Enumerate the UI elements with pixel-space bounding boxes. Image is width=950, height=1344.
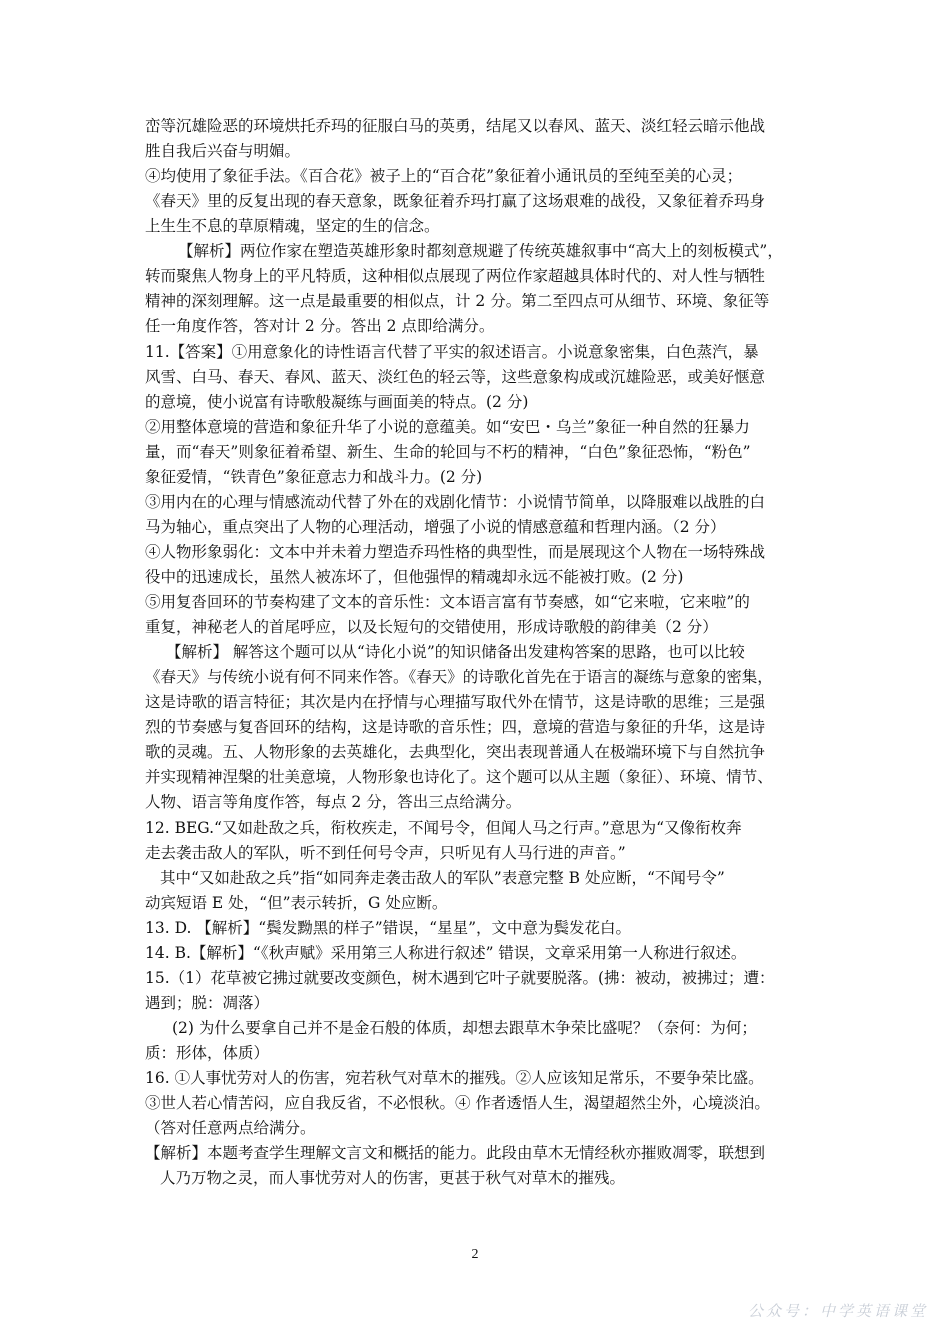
text-line: 转而聚焦人物身上的平凡特质，这种相似点展现了两位作家超越具体时代的、对人性与牺牲 (145, 267, 766, 285)
text-line: 动宾短语 E 处，“但”表示转折，G 处应断。 (145, 894, 448, 912)
text-line: 精神的深刻理解。这一点是最重要的相似点，计 2 分。第二至四点可从细节、环境、象征等 (145, 292, 770, 310)
text-line: 其中“又如赴敌之兵”指“如同奔走袭击敌人的军队”表意完整 B 处应断，“不闻号令” (160, 869, 725, 887)
text-line: 烈的节奏感与复沓回环的结构，这是诗歌的音乐性；四，意境的营造与象征的升华，这是诗 (145, 718, 766, 736)
text-line: 上生生不息的草原精魂，坚定的生的信念。 (145, 217, 440, 235)
text-line: 峦等沉雄险恶的环境烘托乔玛的征服白马的英勇，结尾又以春风、蓝天、淡红轻云暗示他战 (145, 117, 766, 135)
watermark: 公众号：中学英语课堂 (747, 1302, 928, 1320)
text-line: 《春天》里的反复出现的春天意象，既象征着乔玛打赢了这场艰难的战役，又象征着乔玛身 (145, 192, 766, 210)
text-line: 【解析】本题考查学生理解文言文和概括的能力。此段由草木无情经秋亦摧败凋零，联想到 (145, 1144, 766, 1162)
text-line: 风雪、白马、春天、春风、蓝天、淡红色的轻云等，这些意象构成或沉雄险恶，或美好惬意 (145, 368, 766, 386)
text-line: 这是诗歌的语言特征；其次是内在抒情与心理描写取代外在情节，这是诗歌的思维；三是强 (145, 693, 766, 711)
text-line: 13. D. 【解析】“鬓发黝黑的样子”错误，“星星”，文中意为鬓发花白。 (145, 919, 632, 937)
text-line: 人物、语言等角度作答，每点 2 分，答出三点给满分。 (145, 793, 522, 811)
text-line: 《春天》与传统小说有何不同来作答。《春天》的诗歌化首先在于语言的凝练与意象的密集， (145, 668, 773, 686)
text-line: 12. BEG.“又如赴敌之兵，衔枚疾走，不闻号令，但闻人马之行声。”意思为“又像衔枚奔 (145, 819, 742, 837)
text-line: 14. B.【解析】“《秋声赋》采用第三人称进行叙述” 错误，文章采用第一人称进行叙述。 (145, 944, 747, 962)
text-line: 15.（1）花草被它拂过就要改变颜色，树木遇到它叶子就要脱落。(拂：被动，被拂过；遭： (145, 969, 775, 987)
text-line: ③用内在的心理与情感流动代替了外在的戏剧化情节：小说情节简单，以降服难以战胜的白 (145, 493, 766, 511)
text-line: 任一角度作答，答对计 2 分。答出 2 点即给满分。 (145, 317, 495, 335)
text-line: ②用整体意境的营造和象征升华了小说的意蕴美。如“安巴・乌兰”象征一种自然的狂暴力 (145, 418, 750, 436)
text-line: 遇到；脱：凋落） (145, 994, 270, 1012)
page-number: 2 (471, 1247, 479, 1262)
text-line: 象征爱情，“铁青色”象征意志力和战斗力。(2 分) (145, 468, 483, 486)
text-line: 走去袭击敌人的军队，听不到任何号令声，只听见有人马行进的声音。” (145, 844, 626, 862)
text-line: ③世人若心情苦闷，应自我反省，不必恨秋。④ 作者透悟人生，渴望超然尘外，心境淡泊。 (145, 1094, 770, 1112)
text-line: 【解析】 解答这个题可以从“诗化小说”的知识储备出发建构答案的思路，也可以比较 (166, 643, 745, 661)
text-line: 【解析】两位作家在塑造英雄形象时都刻意规避了传统英雄叙事中“高大上的刻板模式”， (178, 242, 783, 260)
text-line: 11.【答案】①用意象化的诗性语言代替了平实的叙述语言。小说意象密集，白色蒸汽，暴 (145, 343, 759, 361)
text-line: 马为轴心，重点突出了人物的心理活动，增强了小说的情感意蕴和哲理内涵。（2 分） (145, 518, 726, 536)
text-line: (2) 为什么要拿自己并不是金石般的体质，却想去跟草木争荣比盛呢？（奈何：为何； (172, 1019, 757, 1037)
text-line: （答对任意两点给满分。 (145, 1119, 316, 1137)
text-line: 的意境，使小说富有诗歌般凝练与画面美的特点。(2 分) (145, 393, 529, 411)
text-line: 重复，神秘老人的首尾呼应，以及长短句的交错使用，形成诗歌般的韵律美（2 分） (145, 618, 718, 636)
text-line: 胜自我后兴奋与明媚。 (145, 142, 301, 160)
text-line: ④均使用了象征手法。《百合花》被子上的“百合花”象征着小通讯员的至纯至美的心灵； (145, 167, 743, 185)
text-line: 量，而“春天”则象征着希望、新生、生命的轮回与不朽的精神，“白色”象征恐怖，“粉色” (145, 443, 751, 461)
text-line: 16. ①人事忧劳对人的伤害，宛若秋气对草木的摧残。②人应该知足常乐，不要争荣比盛。 (145, 1069, 764, 1087)
text-line: 质：形体，体质） (145, 1044, 270, 1062)
text-line: ⑤用复沓回环的节奏构建了文本的音乐性：文本语言富有节奏感，如“它来啦，它来啦”的 (145, 593, 750, 611)
text-line: 并实现精神涅槃的壮美意境，人物形象也诗化了。这个题可以从主题（象征）、环境、情节、 (145, 768, 773, 786)
text-line: 歌的灵魂。五、人物形象的去英雄化，去典型化，突出表现普通人在极端环境下与自然抗争 (145, 743, 766, 761)
text-line: 人乃万物之灵，而人事忧劳对人的伤害，更甚于秋气对草木的摧残。 (160, 1169, 626, 1187)
text-line: 役中的迅速成长，虽然人被冻坏了，但他强悍的精魂却永远不能被打败。(2 分) (145, 568, 684, 586)
text-line: ④人物形象弱化：文本中并未着力塑造乔玛性格的典型性，而是展现这个人物在一场特殊战 (145, 543, 766, 561)
